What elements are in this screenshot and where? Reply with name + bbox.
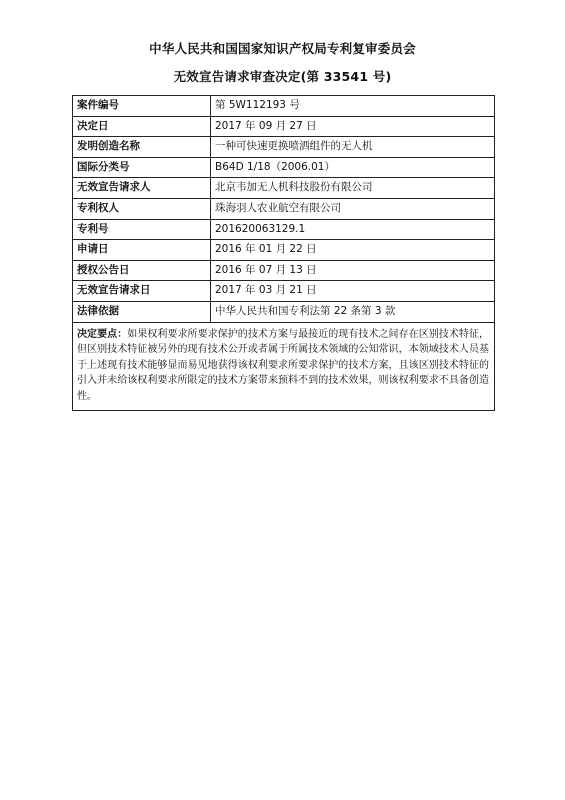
label-patent-number: 专利号 xyxy=(73,219,211,240)
row-decision-date xyxy=(73,116,495,137)
value-legal-basis: 中华人民共和国专利法第 22 条第 3 款 xyxy=(211,301,495,322)
value-invention-name: 一种可快速更换喷洒组件的无人机 xyxy=(211,137,495,158)
row-patent-number xyxy=(73,219,495,240)
value-decision-date: 2017 年 09 月 27 日 xyxy=(211,116,495,137)
label-case-number: 案件编号 xyxy=(73,96,211,117)
row-decision-summary xyxy=(73,322,495,411)
row-patentee xyxy=(73,198,495,219)
value-grant-date: 2016 年 07 月 13 日 xyxy=(211,260,495,281)
value-ipc: B64D 1/18（2006.01） xyxy=(211,157,495,178)
label-request-date: 无效宣告请求日 xyxy=(73,281,211,302)
row-case-number xyxy=(73,96,495,117)
value-requester: 北京韦加无人机科技股份有限公司 xyxy=(211,178,495,199)
value-patent-number: 201620063129.1 xyxy=(211,219,495,240)
value-patentee: 珠海羽人农业航空有限公司 xyxy=(211,198,495,219)
label-decision-date: 决定日 xyxy=(73,116,211,137)
case-info-table xyxy=(72,95,495,411)
row-ipc xyxy=(73,157,495,178)
row-legal-basis xyxy=(73,301,495,322)
value-case-number: 第 5W112193 号 xyxy=(211,96,495,117)
decision-summary-cell xyxy=(73,322,495,411)
label-legal-basis: 法律依据 xyxy=(73,301,211,322)
row-request-date xyxy=(73,281,495,302)
label-ipc: 国际分类号 xyxy=(73,157,211,178)
document-subtitle: 无效宣告请求审查决定(第 33541 号) xyxy=(173,69,392,84)
label-grant-date: 授权公告日 xyxy=(73,260,211,281)
decision-summary-label: 决定要点： xyxy=(77,328,128,340)
value-request-date: 2017 年 03 月 21 日 xyxy=(211,281,495,302)
label-filing-date: 申请日 xyxy=(73,240,211,261)
label-patentee: 专利权人 xyxy=(73,198,211,219)
label-invention-name: 发明创造名称 xyxy=(73,137,211,158)
document-title: 中华人民共和国国家知识产权局专利复审委员会 xyxy=(149,41,416,56)
value-filing-date: 2016 年 01 月 22 日 xyxy=(211,240,495,261)
row-invention-name xyxy=(73,137,495,158)
label-requester: 无效宣告请求人 xyxy=(73,178,211,199)
decision-summary-text: 如果权利要求所要求保护的技术方案与最接近的现有技术之间存在区别技术特征，但区别技术特征被另外的现有技术公开或者属于所属技术领域的公知常识，本领域技术人员基于上述现有技术能够显而易见地获得该权利要求所要求保护的技术方案，且该区别技术特征的引入并未给该权利要求所限定的技术方案带来预料不到的技术效果，则该权利要求不具备创造性。 xyxy=(77,328,489,402)
case-info-body xyxy=(73,96,495,411)
row-filing-date xyxy=(73,240,495,261)
row-requester xyxy=(73,178,495,199)
row-grant-date xyxy=(73,260,495,281)
